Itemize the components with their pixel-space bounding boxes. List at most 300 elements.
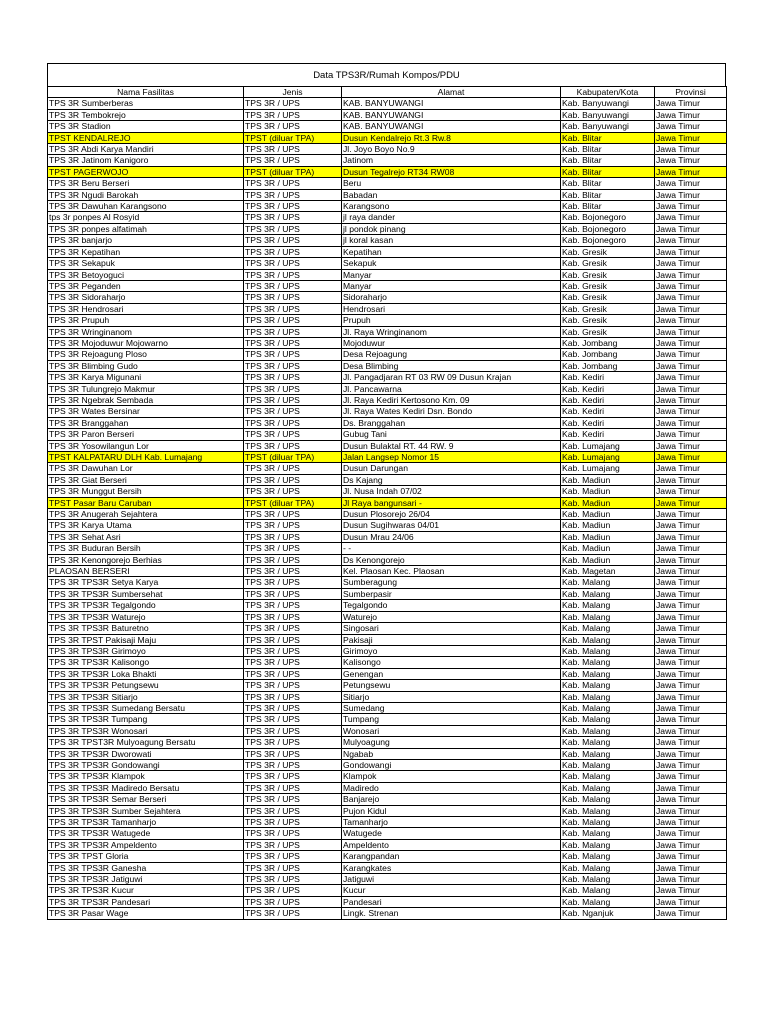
cell-provinsi[interactable]: Jawa Timur bbox=[655, 155, 727, 166]
cell-nama-fasilitas[interactable]: TPS 3R Kenongorejo Berhias bbox=[48, 554, 244, 565]
cell-alamat[interactable]: Jl. Raya Wringinanom bbox=[342, 326, 561, 337]
cell-provinsi[interactable]: Jawa Timur bbox=[655, 201, 727, 212]
cell-alamat[interactable]: Pujon Kidul bbox=[342, 805, 561, 816]
cell-nama-fasilitas[interactable]: TPS 3R Abdi Karya Mandiri bbox=[48, 144, 244, 155]
cell-jenis[interactable]: TPS 3R / UPS bbox=[244, 600, 342, 611]
cell-nama-fasilitas[interactable]: TPS 3R TPS3R Pandesari bbox=[48, 896, 244, 907]
cell-jenis[interactable]: TPS 3R / UPS bbox=[244, 144, 342, 155]
cell-kabupaten-kota[interactable]: Kab. Blitar bbox=[561, 144, 655, 155]
cell-provinsi[interactable]: Jawa Timur bbox=[655, 611, 727, 622]
cell-kabupaten-kota[interactable]: Kab. Kediri bbox=[561, 383, 655, 394]
cell-alamat[interactable]: Beru bbox=[342, 178, 561, 189]
cell-provinsi[interactable]: Jawa Timur bbox=[655, 566, 727, 577]
cell-jenis[interactable]: TPS 3R / UPS bbox=[244, 805, 342, 816]
cell-jenis[interactable]: TPS 3R / UPS bbox=[244, 588, 342, 599]
cell-jenis[interactable]: TPS 3R / UPS bbox=[244, 155, 342, 166]
cell-provinsi[interactable]: Jawa Timur bbox=[655, 817, 727, 828]
cell-provinsi[interactable]: Jawa Timur bbox=[655, 235, 727, 246]
cell-jenis[interactable]: TPS 3R / UPS bbox=[244, 337, 342, 348]
cell-alamat[interactable]: Dusun Tegalrejo RT34 RW08 bbox=[342, 166, 561, 177]
cell-nama-fasilitas[interactable]: TPS 3R Kepatihan bbox=[48, 246, 244, 257]
cell-alamat[interactable]: Tumpang bbox=[342, 714, 561, 725]
cell-provinsi[interactable]: Jawa Timur bbox=[655, 794, 727, 805]
header-kabupaten-kota[interactable]: Kabupaten/Kota bbox=[561, 87, 655, 98]
cell-alamat[interactable]: Ds Kenongorejo bbox=[342, 554, 561, 565]
cell-kabupaten-kota[interactable]: Kab. Malang bbox=[561, 725, 655, 736]
cell-jenis[interactable]: TPS 3R / UPS bbox=[244, 668, 342, 679]
cell-kabupaten-kota[interactable]: Kab. Lumajang bbox=[561, 452, 655, 463]
cell-nama-fasilitas[interactable]: TPS 3R Buduran Bersih bbox=[48, 543, 244, 554]
cell-nama-fasilitas[interactable]: TPS 3R TPS3R Petungsewu bbox=[48, 680, 244, 691]
cell-provinsi[interactable]: Jawa Timur bbox=[655, 178, 727, 189]
cell-kabupaten-kota[interactable]: Kab. Madiun bbox=[561, 474, 655, 485]
cell-jenis[interactable]: TPS 3R / UPS bbox=[244, 303, 342, 314]
cell-kabupaten-kota[interactable]: Kab. Jombang bbox=[561, 349, 655, 360]
cell-provinsi[interactable]: Jawa Timur bbox=[655, 600, 727, 611]
cell-alamat[interactable]: Mojoduwur bbox=[342, 337, 561, 348]
cell-jenis[interactable]: TPS 3R / UPS bbox=[244, 474, 342, 485]
cell-kabupaten-kota[interactable]: Kab. Gresik bbox=[561, 292, 655, 303]
cell-alamat[interactable]: Gubug Tani bbox=[342, 429, 561, 440]
cell-provinsi[interactable]: Jawa Timur bbox=[655, 885, 727, 896]
cell-alamat[interactable]: Pakisaji bbox=[342, 634, 561, 645]
cell-kabupaten-kota[interactable]: Kab. Malang bbox=[561, 851, 655, 862]
cell-jenis[interactable]: TPS 3R / UPS bbox=[244, 315, 342, 326]
cell-alamat[interactable]: Ngabab bbox=[342, 748, 561, 759]
cell-alamat[interactable]: Sumedang bbox=[342, 702, 561, 713]
cell-jenis[interactable]: TPS 3R / UPS bbox=[244, 874, 342, 885]
cell-nama-fasilitas[interactable]: TPS 3R Betoyoguci bbox=[48, 269, 244, 280]
cell-alamat[interactable]: Manyar bbox=[342, 280, 561, 291]
cell-kabupaten-kota[interactable]: Kab. Malang bbox=[561, 577, 655, 588]
cell-alamat[interactable]: Genengan bbox=[342, 668, 561, 679]
cell-kabupaten-kota[interactable]: Kab. Blitar bbox=[561, 189, 655, 200]
cell-kabupaten-kota[interactable]: Kab. Malang bbox=[561, 874, 655, 885]
cell-jenis[interactable]: TPS 3R / UPS bbox=[244, 349, 342, 360]
header-jenis[interactable]: Jenis bbox=[244, 87, 342, 98]
cell-provinsi[interactable]: Jawa Timur bbox=[655, 189, 727, 200]
cell-nama-fasilitas[interactable]: tps 3r ponpes Al Rosyid bbox=[48, 212, 244, 223]
cell-alamat[interactable]: Ds. Branggahan bbox=[342, 417, 561, 428]
cell-provinsi[interactable]: Jawa Timur bbox=[655, 725, 727, 736]
cell-provinsi[interactable]: Jawa Timur bbox=[655, 759, 727, 770]
cell-alamat[interactable]: Girimoyo bbox=[342, 645, 561, 656]
cell-alamat[interactable]: Tamanharjo bbox=[342, 817, 561, 828]
cell-alamat[interactable]: Dusun Darungan bbox=[342, 463, 561, 474]
cell-provinsi[interactable]: Jawa Timur bbox=[655, 782, 727, 793]
cell-nama-fasilitas[interactable]: TPS 3R TPS3R Loka Bhakti bbox=[48, 668, 244, 679]
cell-jenis[interactable]: TPS 3R / UPS bbox=[244, 645, 342, 656]
cell-nama-fasilitas[interactable]: TPS 3R Giat Berseri bbox=[48, 474, 244, 485]
cell-provinsi[interactable]: Jawa Timur bbox=[655, 851, 727, 862]
cell-provinsi[interactable]: Jawa Timur bbox=[655, 98, 727, 109]
cell-provinsi[interactable]: Jawa Timur bbox=[655, 623, 727, 634]
cell-nama-fasilitas[interactable]: TPS 3R TPS3R Ganesha bbox=[48, 862, 244, 873]
cell-jenis[interactable]: TPS 3R / UPS bbox=[244, 360, 342, 371]
cell-nama-fasilitas[interactable]: TPS 3R TPS3R Sumedang Bersatu bbox=[48, 702, 244, 713]
cell-provinsi[interactable]: Jawa Timur bbox=[655, 680, 727, 691]
cell-alamat[interactable]: Jl Raya bangunsari - bbox=[342, 497, 561, 508]
cell-provinsi[interactable]: Jawa Timur bbox=[655, 497, 727, 508]
cell-kabupaten-kota[interactable]: Kab. Kediri bbox=[561, 372, 655, 383]
cell-alamat[interactable]: Kucur bbox=[342, 885, 561, 896]
cell-jenis[interactable]: TPS 3R / UPS bbox=[244, 885, 342, 896]
cell-provinsi[interactable]: Jawa Timur bbox=[655, 280, 727, 291]
cell-kabupaten-kota[interactable]: Kab. Madiun bbox=[561, 509, 655, 520]
cell-kabupaten-kota[interactable]: Kab. Gresik bbox=[561, 258, 655, 269]
cell-alamat[interactable]: Dusun Bulaktal RT. 44 RW. 9 bbox=[342, 440, 561, 451]
cell-alamat[interactable]: Kel. Plaosan Kec. Plaosan bbox=[342, 566, 561, 577]
cell-nama-fasilitas[interactable]: TPS 3R Rejoagung Ploso bbox=[48, 349, 244, 360]
cell-kabupaten-kota[interactable]: Kab. Banyuwangi bbox=[561, 121, 655, 132]
cell-alamat[interactable]: Desa Rejoagung bbox=[342, 349, 561, 360]
cell-provinsi[interactable]: Jawa Timur bbox=[655, 326, 727, 337]
cell-provinsi[interactable]: Jawa Timur bbox=[655, 109, 727, 120]
cell-kabupaten-kota[interactable]: Kab. Malang bbox=[561, 691, 655, 702]
cell-provinsi[interactable]: Jawa Timur bbox=[655, 417, 727, 428]
cell-alamat[interactable]: Klampok bbox=[342, 771, 561, 782]
cell-jenis[interactable]: TPS 3R / UPS bbox=[244, 748, 342, 759]
cell-alamat[interactable]: Karangkates bbox=[342, 862, 561, 873]
cell-kabupaten-kota[interactable]: Kab. Malang bbox=[561, 805, 655, 816]
cell-alamat[interactable]: Jl. Joyo Boyo No.9 bbox=[342, 144, 561, 155]
cell-kabupaten-kota[interactable]: Kab. Malang bbox=[561, 600, 655, 611]
cell-jenis[interactable]: TPST (diluar TPA) bbox=[244, 166, 342, 177]
cell-provinsi[interactable]: Jawa Timur bbox=[655, 737, 727, 748]
cell-jenis[interactable]: TPS 3R / UPS bbox=[244, 794, 342, 805]
cell-kabupaten-kota[interactable]: Kab. Malang bbox=[561, 817, 655, 828]
cell-kabupaten-kota[interactable]: Kab. Malang bbox=[561, 794, 655, 805]
cell-jenis[interactable]: TPS 3R / UPS bbox=[244, 212, 342, 223]
cell-kabupaten-kota[interactable]: Kab. Madiun bbox=[561, 520, 655, 531]
cell-jenis[interactable]: TPS 3R / UPS bbox=[244, 246, 342, 257]
cell-jenis[interactable]: TPS 3R / UPS bbox=[244, 702, 342, 713]
cell-provinsi[interactable]: Jawa Timur bbox=[655, 121, 727, 132]
cell-provinsi[interactable]: Jawa Timur bbox=[655, 862, 727, 873]
cell-nama-fasilitas[interactable]: TPS 3R Anugerah Sejahtera bbox=[48, 509, 244, 520]
cell-kabupaten-kota[interactable]: Kab. Malang bbox=[561, 771, 655, 782]
cell-jenis[interactable]: TPS 3R / UPS bbox=[244, 121, 342, 132]
cell-jenis[interactable]: TPS 3R / UPS bbox=[244, 737, 342, 748]
cell-kabupaten-kota[interactable]: Kab. Kediri bbox=[561, 417, 655, 428]
cell-kabupaten-kota[interactable]: Kab. Blitar bbox=[561, 178, 655, 189]
cell-jenis[interactable]: TPS 3R / UPS bbox=[244, 634, 342, 645]
cell-kabupaten-kota[interactable]: Kab. Malang bbox=[561, 634, 655, 645]
cell-provinsi[interactable]: Jawa Timur bbox=[655, 577, 727, 588]
cell-alamat[interactable]: Hendrosari bbox=[342, 303, 561, 314]
cell-alamat[interactable]: Desa Blimbing bbox=[342, 360, 561, 371]
cell-provinsi[interactable]: Jawa Timur bbox=[655, 908, 727, 919]
cell-nama-fasilitas[interactable]: TPS 3R Ngebrak Sembada bbox=[48, 394, 244, 405]
cell-jenis[interactable]: TPS 3R / UPS bbox=[244, 725, 342, 736]
cell-kabupaten-kota[interactable]: Kab. Gresik bbox=[561, 303, 655, 314]
cell-kabupaten-kota[interactable]: Kab. Malang bbox=[561, 839, 655, 850]
cell-nama-fasilitas[interactable]: TPST Pasar Baru Caruban bbox=[48, 497, 244, 508]
cell-provinsi[interactable]: Jawa Timur bbox=[655, 429, 727, 440]
cell-kabupaten-kota[interactable]: Kab. Magetan bbox=[561, 566, 655, 577]
cell-alamat[interactable]: Jatinom bbox=[342, 155, 561, 166]
cell-jenis[interactable]: TPS 3R / UPS bbox=[244, 691, 342, 702]
cell-kabupaten-kota[interactable]: Kab. Blitar bbox=[561, 155, 655, 166]
cell-nama-fasilitas[interactable]: TPS 3R Mojoduwur Mojowarno bbox=[48, 337, 244, 348]
cell-alamat[interactable]: Jl. Pancawarna bbox=[342, 383, 561, 394]
cell-nama-fasilitas[interactable]: TPS 3R Sidoraharjo bbox=[48, 292, 244, 303]
cell-provinsi[interactable]: Jawa Timur bbox=[655, 805, 727, 816]
cell-provinsi[interactable]: Jawa Timur bbox=[655, 702, 727, 713]
cell-kabupaten-kota[interactable]: Kab. Gresik bbox=[561, 280, 655, 291]
cell-provinsi[interactable]: Jawa Timur bbox=[655, 520, 727, 531]
cell-nama-fasilitas[interactable]: TPST KALPATARU DLH Kab. Lumajang bbox=[48, 452, 244, 463]
cell-nama-fasilitas[interactable]: TPS 3R TPS3R Waturejo bbox=[48, 611, 244, 622]
cell-jenis[interactable]: TPS 3R / UPS bbox=[244, 326, 342, 337]
cell-nama-fasilitas[interactable]: TPS 3R Sekapuk bbox=[48, 258, 244, 269]
cell-kabupaten-kota[interactable]: Kab. Banyuwangi bbox=[561, 98, 655, 109]
cell-kabupaten-kota[interactable]: Kab. Gresik bbox=[561, 315, 655, 326]
cell-alamat[interactable]: Wonosari bbox=[342, 725, 561, 736]
cell-alamat[interactable]: Lingk. Strenan bbox=[342, 908, 561, 919]
header-provinsi[interactable]: Provinsi bbox=[655, 87, 727, 98]
cell-provinsi[interactable]: Jawa Timur bbox=[655, 531, 727, 542]
cell-nama-fasilitas[interactable]: TPS 3R Jatinom Kanigoro bbox=[48, 155, 244, 166]
cell-alamat[interactable]: Jl. Nusa Indah 07/02 bbox=[342, 486, 561, 497]
cell-alamat[interactable]: jl raya dander bbox=[342, 212, 561, 223]
cell-alamat[interactable]: - - bbox=[342, 543, 561, 554]
cell-nama-fasilitas[interactable]: TPS 3R Sumberberas bbox=[48, 98, 244, 109]
cell-provinsi[interactable]: Jawa Timur bbox=[655, 406, 727, 417]
cell-provinsi[interactable]: Jawa Timur bbox=[655, 634, 727, 645]
cell-provinsi[interactable]: Jawa Timur bbox=[655, 839, 727, 850]
cell-kabupaten-kota[interactable]: Kab. Madiun bbox=[561, 531, 655, 542]
cell-jenis[interactable]: TPS 3R / UPS bbox=[244, 223, 342, 234]
cell-kabupaten-kota[interactable]: Kab. Malang bbox=[561, 611, 655, 622]
cell-kabupaten-kota[interactable]: Kab. Malang bbox=[561, 714, 655, 725]
cell-nama-fasilitas[interactable]: TPS 3R TPS3R Baturetno bbox=[48, 623, 244, 634]
cell-jenis[interactable]: TPS 3R / UPS bbox=[244, 417, 342, 428]
cell-jenis[interactable]: TPS 3R / UPS bbox=[244, 554, 342, 565]
cell-alamat[interactable]: Sekapuk bbox=[342, 258, 561, 269]
cell-alamat[interactable]: KAB. BANYUWANGI bbox=[342, 98, 561, 109]
cell-provinsi[interactable]: Jawa Timur bbox=[655, 543, 727, 554]
cell-kabupaten-kota[interactable]: Kab. Jombang bbox=[561, 337, 655, 348]
cell-jenis[interactable]: TPS 3R / UPS bbox=[244, 543, 342, 554]
cell-alamat[interactable]: Pandesari bbox=[342, 896, 561, 907]
cell-nama-fasilitas[interactable]: TPS 3R Dawuhan Lor bbox=[48, 463, 244, 474]
cell-jenis[interactable]: TPS 3R / UPS bbox=[244, 657, 342, 668]
cell-alamat[interactable]: Jatiguwi bbox=[342, 874, 561, 885]
cell-kabupaten-kota[interactable]: Kab. Malang bbox=[561, 702, 655, 713]
cell-alamat[interactable]: jl koral kasan bbox=[342, 235, 561, 246]
cell-alamat[interactable]: jl pondok pinang bbox=[342, 223, 561, 234]
cell-nama-fasilitas[interactable]: TPS 3R TPST3R Mulyoagung Bersatu bbox=[48, 737, 244, 748]
cell-provinsi[interactable]: Jawa Timur bbox=[655, 588, 727, 599]
cell-jenis[interactable]: TPS 3R / UPS bbox=[244, 258, 342, 269]
cell-jenis[interactable]: TPS 3R / UPS bbox=[244, 463, 342, 474]
cell-kabupaten-kota[interactable]: Kab. Malang bbox=[561, 657, 655, 668]
cell-jenis[interactable]: TPS 3R / UPS bbox=[244, 862, 342, 873]
cell-kabupaten-kota[interactable]: Kab. Nganjuk bbox=[561, 908, 655, 919]
cell-jenis[interactable]: TPS 3R / UPS bbox=[244, 394, 342, 405]
cell-jenis[interactable]: TPS 3R / UPS bbox=[244, 429, 342, 440]
cell-alamat[interactable]: Kepatihan bbox=[342, 246, 561, 257]
cell-nama-fasilitas[interactable]: TPS 3R TPS3R Watugede bbox=[48, 828, 244, 839]
cell-jenis[interactable]: TPS 3R / UPS bbox=[244, 509, 342, 520]
cell-provinsi[interactable]: Jawa Timur bbox=[655, 474, 727, 485]
cell-jenis[interactable]: TPS 3R / UPS bbox=[244, 406, 342, 417]
cell-nama-fasilitas[interactable]: TPS 3R TPS3R Tamanharjo bbox=[48, 817, 244, 828]
cell-provinsi[interactable]: Jawa Timur bbox=[655, 258, 727, 269]
cell-provinsi[interactable]: Jawa Timur bbox=[655, 144, 727, 155]
cell-jenis[interactable]: TPS 3R / UPS bbox=[244, 611, 342, 622]
cell-nama-fasilitas[interactable]: TPS 3R TPS3R Setya Karya bbox=[48, 577, 244, 588]
cell-provinsi[interactable]: Jawa Timur bbox=[655, 657, 727, 668]
cell-alamat[interactable]: Ds Kajang bbox=[342, 474, 561, 485]
cell-nama-fasilitas[interactable]: TPS 3R Wates Bersinar bbox=[48, 406, 244, 417]
cell-kabupaten-kota[interactable]: Kab. Bojonegoro bbox=[561, 223, 655, 234]
cell-nama-fasilitas[interactable]: TPS 3R Peganden bbox=[48, 280, 244, 291]
cell-jenis[interactable]: TPS 3R / UPS bbox=[244, 520, 342, 531]
cell-provinsi[interactable]: Jawa Timur bbox=[655, 554, 727, 565]
cell-kabupaten-kota[interactable]: Kab. Banyuwangi bbox=[561, 109, 655, 120]
cell-kabupaten-kota[interactable]: Kab. Madiun bbox=[561, 543, 655, 554]
cell-provinsi[interactable]: Jawa Timur bbox=[655, 668, 727, 679]
cell-alamat[interactable]: Sitiarjo bbox=[342, 691, 561, 702]
cell-kabupaten-kota[interactable]: Kab. Gresik bbox=[561, 326, 655, 337]
cell-provinsi[interactable]: Jawa Timur bbox=[655, 166, 727, 177]
cell-nama-fasilitas[interactable]: TPS 3R TPS3R Semar Berseri bbox=[48, 794, 244, 805]
cell-provinsi[interactable]: Jawa Timur bbox=[655, 691, 727, 702]
cell-jenis[interactable]: TPS 3R / UPS bbox=[244, 486, 342, 497]
cell-alamat[interactable]: Singosari bbox=[342, 623, 561, 634]
cell-kabupaten-kota[interactable]: Kab. Malang bbox=[561, 782, 655, 793]
cell-kabupaten-kota[interactable]: Kab. Malang bbox=[561, 828, 655, 839]
cell-nama-fasilitas[interactable]: TPS 3R ponpes alfatimah bbox=[48, 223, 244, 234]
cell-jenis[interactable]: TPS 3R / UPS bbox=[244, 577, 342, 588]
cell-nama-fasilitas[interactable]: TPST KENDALREJO bbox=[48, 132, 244, 143]
cell-provinsi[interactable]: Jawa Timur bbox=[655, 132, 727, 143]
cell-kabupaten-kota[interactable]: Kab. Jombang bbox=[561, 360, 655, 371]
cell-nama-fasilitas[interactable]: TPS 3R Ngudi Barokah bbox=[48, 189, 244, 200]
cell-nama-fasilitas[interactable]: TPS 3R Karya Migunani bbox=[48, 372, 244, 383]
cell-nama-fasilitas[interactable]: TPS 3R Wringinanom bbox=[48, 326, 244, 337]
cell-kabupaten-kota[interactable]: Kab. Kediri bbox=[561, 429, 655, 440]
cell-jenis[interactable]: TPS 3R / UPS bbox=[244, 98, 342, 109]
cell-nama-fasilitas[interactable]: TPS 3R Sehat Asri bbox=[48, 531, 244, 542]
cell-alamat[interactable]: Jl. Pangadjaran RT 03 RW 09 Dusun Krajan bbox=[342, 372, 561, 383]
cell-kabupaten-kota[interactable]: Kab. Malang bbox=[561, 748, 655, 759]
cell-alamat[interactable]: Waturejo bbox=[342, 611, 561, 622]
cell-alamat[interactable]: Manyar bbox=[342, 269, 561, 280]
cell-kabupaten-kota[interactable]: Kab. Malang bbox=[561, 759, 655, 770]
cell-kabupaten-kota[interactable]: Kab. Gresik bbox=[561, 246, 655, 257]
cell-nama-fasilitas[interactable]: TPS 3R Hendrosari bbox=[48, 303, 244, 314]
cell-provinsi[interactable]: Jawa Timur bbox=[655, 212, 727, 223]
cell-alamat[interactable]: Gondowangi bbox=[342, 759, 561, 770]
cell-nama-fasilitas[interactable]: TPS 3R Tulungrejo Makmur bbox=[48, 383, 244, 394]
cell-nama-fasilitas[interactable]: TPS 3R Branggahan bbox=[48, 417, 244, 428]
cell-provinsi[interactable]: Jawa Timur bbox=[655, 452, 727, 463]
cell-nama-fasilitas[interactable]: TPS 3R TPS3R Kucur bbox=[48, 885, 244, 896]
cell-provinsi[interactable]: Jawa Timur bbox=[655, 223, 727, 234]
cell-kabupaten-kota[interactable]: Kab. Lumajang bbox=[561, 440, 655, 451]
cell-alamat[interactable]: Jl. Raya Kediri Kertosono Km. 09 bbox=[342, 394, 561, 405]
cell-kabupaten-kota[interactable]: Kab. Malang bbox=[561, 623, 655, 634]
cell-jenis[interactable]: TPS 3R / UPS bbox=[244, 189, 342, 200]
cell-nama-fasilitas[interactable]: TPS 3R TPS3R Girimoyo bbox=[48, 645, 244, 656]
cell-alamat[interactable]: Watugede bbox=[342, 828, 561, 839]
cell-kabupaten-kota[interactable]: Kab. Blitar bbox=[561, 201, 655, 212]
cell-alamat[interactable]: Jl. Raya Wates Kediri Dsn. Bondo bbox=[342, 406, 561, 417]
cell-kabupaten-kota[interactable]: Kab. Malang bbox=[561, 885, 655, 896]
cell-nama-fasilitas[interactable]: TPS 3R TPS3R Klampok bbox=[48, 771, 244, 782]
cell-alamat[interactable]: Babadan bbox=[342, 189, 561, 200]
cell-kabupaten-kota[interactable]: Kab. Madiun bbox=[561, 554, 655, 565]
cell-nama-fasilitas[interactable]: TPS 3R TPS3R Tegalgondo bbox=[48, 600, 244, 611]
cell-jenis[interactable]: TPS 3R / UPS bbox=[244, 178, 342, 189]
cell-kabupaten-kota[interactable]: Kab. Malang bbox=[561, 588, 655, 599]
cell-alamat[interactable]: Karangpandan bbox=[342, 851, 561, 862]
cell-alamat[interactable]: Prupuh bbox=[342, 315, 561, 326]
cell-nama-fasilitas[interactable]: TPS 3R Paron Berseri bbox=[48, 429, 244, 440]
cell-provinsi[interactable]: Jawa Timur bbox=[655, 828, 727, 839]
cell-kabupaten-kota[interactable]: Kab. Bojonegoro bbox=[561, 212, 655, 223]
cell-nama-fasilitas[interactable]: TPS 3R Pasar Wage bbox=[48, 908, 244, 919]
cell-alamat[interactable]: Sumberagung bbox=[342, 577, 561, 588]
cell-provinsi[interactable]: Jawa Timur bbox=[655, 645, 727, 656]
cell-kabupaten-kota[interactable]: Kab. Blitar bbox=[561, 132, 655, 143]
cell-provinsi[interactable]: Jawa Timur bbox=[655, 337, 727, 348]
cell-alamat[interactable]: Mulyoagung bbox=[342, 737, 561, 748]
cell-jenis[interactable]: TPS 3R / UPS bbox=[244, 782, 342, 793]
cell-jenis[interactable]: TPS 3R / UPS bbox=[244, 714, 342, 725]
cell-nama-fasilitas[interactable]: TPS 3R Beru Berseri bbox=[48, 178, 244, 189]
cell-nama-fasilitas[interactable]: TPS 3R TPS3R Wonosari bbox=[48, 725, 244, 736]
cell-provinsi[interactable]: Jawa Timur bbox=[655, 246, 727, 257]
cell-nama-fasilitas[interactable]: TPS 3R TPST Pakisaji Maju bbox=[48, 634, 244, 645]
cell-nama-fasilitas[interactable]: TPS 3R TPS3R Ampeldento bbox=[48, 839, 244, 850]
cell-alamat[interactable]: Jalan Langsep Nomor 15 bbox=[342, 452, 561, 463]
cell-jenis[interactable]: TPS 3R / UPS bbox=[244, 531, 342, 542]
cell-kabupaten-kota[interactable]: Kab. Malang bbox=[561, 668, 655, 679]
cell-alamat[interactable]: Banjarejo bbox=[342, 794, 561, 805]
cell-jenis[interactable]: TPS 3R / UPS bbox=[244, 235, 342, 246]
cell-provinsi[interactable]: Jawa Timur bbox=[655, 394, 727, 405]
cell-provinsi[interactable]: Jawa Timur bbox=[655, 463, 727, 474]
cell-jenis[interactable]: TPST (diluar TPA) bbox=[244, 452, 342, 463]
cell-nama-fasilitas[interactable]: TPS 3R Munggut Bersih bbox=[48, 486, 244, 497]
cell-jenis[interactable]: TPS 3R / UPS bbox=[244, 383, 342, 394]
cell-kabupaten-kota[interactable]: Kab. Madiun bbox=[561, 497, 655, 508]
cell-nama-fasilitas[interactable]: TPS 3R Karya Utama bbox=[48, 520, 244, 531]
cell-alamat[interactable]: KAB. BANYUWANGI bbox=[342, 109, 561, 120]
cell-provinsi[interactable]: Jawa Timur bbox=[655, 874, 727, 885]
cell-alamat[interactable]: Dusun Plosorejo 26/04 bbox=[342, 509, 561, 520]
header-nama-fasilitas[interactable]: Nama Fasilitas bbox=[48, 87, 244, 98]
cell-alamat[interactable]: Kalisongo bbox=[342, 657, 561, 668]
cell-nama-fasilitas[interactable]: TPS 3R TPS3R Madiredo Bersatu bbox=[48, 782, 244, 793]
cell-jenis[interactable]: TPST (diluar TPA) bbox=[244, 497, 342, 508]
cell-jenis[interactable]: TPS 3R / UPS bbox=[244, 109, 342, 120]
cell-nama-fasilitas[interactable]: TPS 3R TPS3R Dworowati bbox=[48, 748, 244, 759]
cell-kabupaten-kota[interactable]: Kab. Malang bbox=[561, 862, 655, 873]
cell-jenis[interactable]: TPS 3R / UPS bbox=[244, 908, 342, 919]
cell-jenis[interactable]: TPS 3R / UPS bbox=[244, 828, 342, 839]
cell-nama-fasilitas[interactable]: TPS 3R TPS3R Gondowangi bbox=[48, 759, 244, 770]
cell-provinsi[interactable]: Jawa Timur bbox=[655, 349, 727, 360]
cell-alamat[interactable]: Tegalgondo bbox=[342, 600, 561, 611]
cell-provinsi[interactable]: Jawa Timur bbox=[655, 896, 727, 907]
cell-kabupaten-kota[interactable]: Kab. Gresik bbox=[561, 269, 655, 280]
cell-kabupaten-kota[interactable]: Kab. Madiun bbox=[561, 486, 655, 497]
